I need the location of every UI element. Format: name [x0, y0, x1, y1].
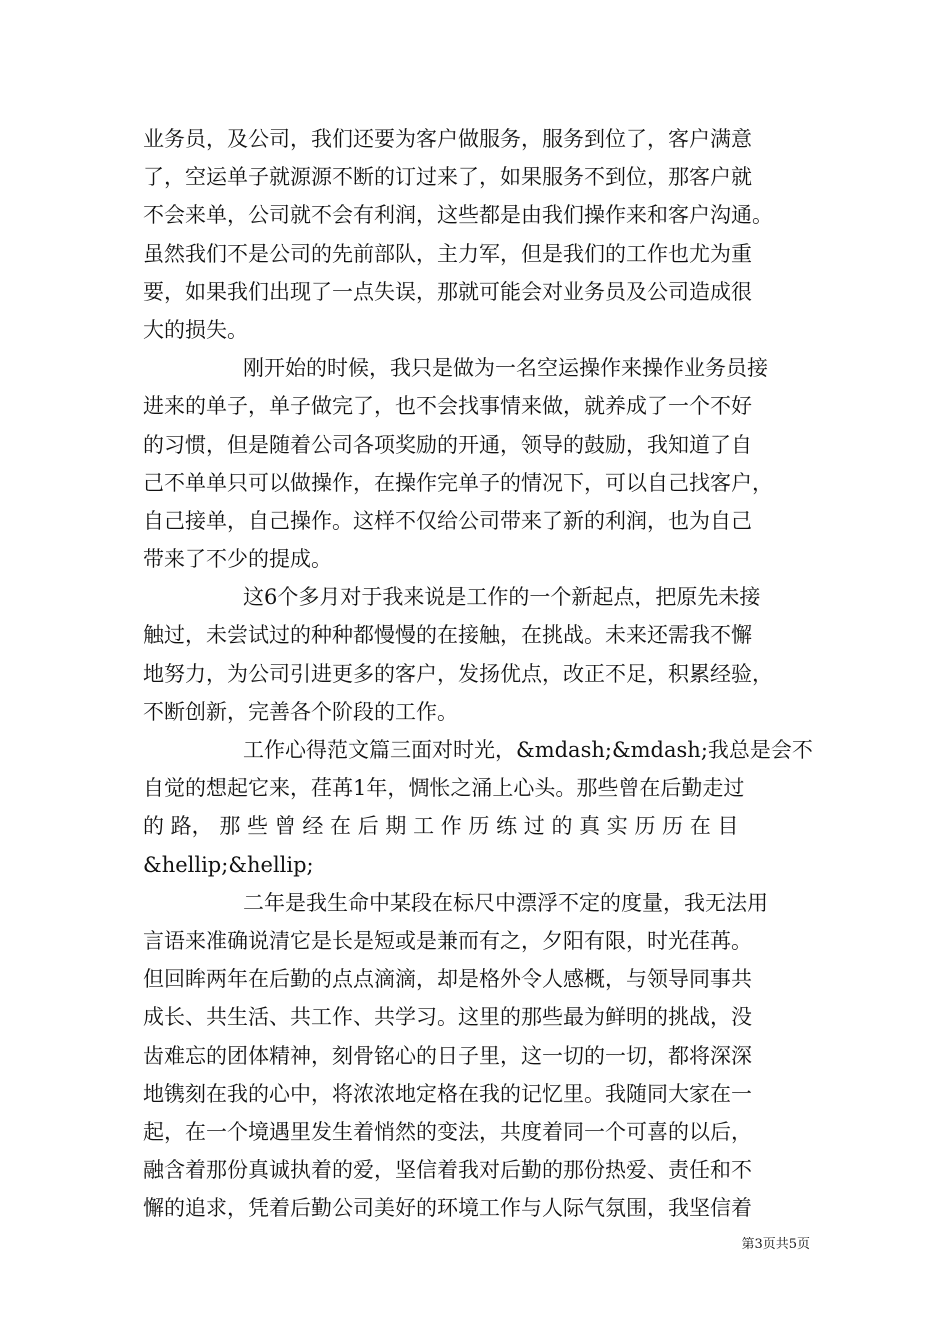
text-line: 起，在一个境遇里发生着悄然的变法，共度着同一个可喜的以后，	[143, 1119, 752, 1144]
text-line: 己不单单只可以做操作，在操作完单子的情况下，可以自己找客户，	[143, 470, 773, 495]
document-body	[143, 120, 813, 1227]
text-line: 的习惯，但是随着公司各项奖励的开通，领导的鼓励，我知道了自	[143, 432, 752, 457]
text-line: 不会来单，公司就不会有利润，这些都是由我们操作来和客户沟通。	[143, 203, 773, 228]
text-line: 要，如果我们出现了一点失误，那就可能会对业务员及公司造成很	[143, 279, 752, 304]
text-line: 成长、共生活、共工作、共学习。这里的那些最为鲜明的挑战，没	[143, 1005, 752, 1030]
paragraph-5	[143, 884, 809, 1228]
text-line: 工作心得范文篇三面对时光，&mdash;&mdash;我总是会不	[243, 738, 813, 762]
text-line: 带来了不少的提成。	[143, 547, 332, 572]
paragraph-1	[143, 120, 809, 349]
text-line: 不断创新，完善各个阶段的工作。	[143, 699, 458, 724]
paragraph-3	[143, 578, 809, 731]
text-line: 的 路， 那 些 曾 经 在 后 期 工 作 历 练 过 的 真 实 历 历 在 目	[143, 814, 739, 839]
text-line: 业务员，及公司，我们还要为客户做服务，服务到位了，客户满意	[143, 127, 752, 151]
text-line: 言语来准确说清它是长是短或是兼而有之，夕阳有限，时光荏苒。	[143, 928, 752, 953]
text-line: 这6个多月对于我来说是工作的一个新起点，把原先未接	[243, 585, 761, 610]
paragraph-4	[143, 731, 813, 884]
text-line: 齿难忘的团体精神，刻骨铭心的日子里，这一切的一切，都将深深	[143, 1043, 752, 1068]
text-line: 触过，未尝试过的种种都慢慢的在接触，在挑战。未来还需我不懈	[143, 623, 752, 648]
text-line: 懈的追求，凭着后勤公司美好的环境工作与人际气氛围，我坚信着	[143, 1196, 752, 1221]
text-line: 虽然我们不是公司的先前部队，主力军，但是我们的工作也尤为重	[143, 241, 752, 266]
page-number-footer: 第3页共5页	[741, 1237, 810, 1252]
text-line: 自觉的想起它来，荏苒1年，惆怅之涌上心头。那些曾在后勤走过	[143, 776, 745, 801]
text-line: 二年是我生命中某段在标尺中漂浮不定的度量，我无法用	[243, 890, 768, 915]
text-line: 地努力，为公司引进更多的客户，发扬优点，改正不足，积累经验，	[143, 661, 773, 686]
text-line: 但回眸两年在后勤的点点滴滴，却是格外令人感概，与领导同事共	[143, 967, 752, 992]
text-line: 了，空运单子就源源不断的订过来了，如果服务不到位，那客户就	[143, 165, 752, 190]
text-line: 自己接单，自己操作。这样不仅给公司带来了新的利润，也为自己	[143, 508, 752, 533]
text-line: 刚开始的时候，我只是做为一名空运操作来操作业务员接	[243, 356, 768, 381]
paragraph-2	[143, 349, 809, 578]
text-line: 融含着那份真诚执着的爱，坚信着我对后勤的那份热爱、责任和不	[143, 1158, 752, 1183]
text-line: 地镌刻在我的心中，将浓浓地定格在我的记忆里。我随同大家在一	[143, 1081, 752, 1106]
text-line: &hellip;&hellip;	[143, 852, 314, 877]
text-line: 大的损失。	[143, 317, 248, 342]
text-line: 进来的单子，单子做完了，也不会找事情来做，就养成了一个不好	[143, 394, 752, 419]
